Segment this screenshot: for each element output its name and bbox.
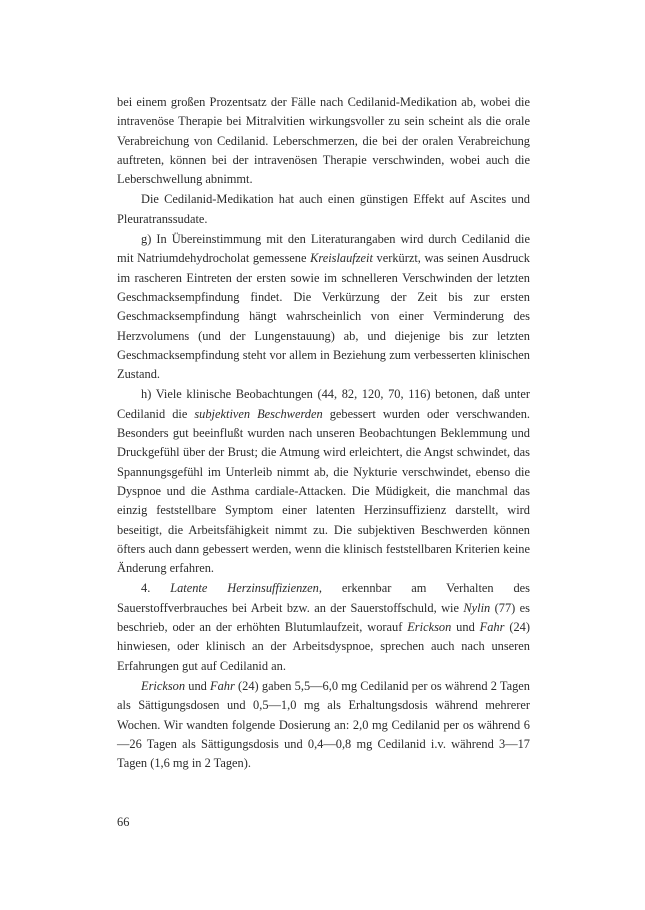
text-run: (24) gaben 5,5—6,0 mg Cedilanid per os während 2 Tagen als Sättigungsdosen und 0,5—1,0 mg als Erhaltungsdosis während mehrerer Wochen. Wir wandten folgende Dosierung an: 2,0 mg Cedilanid per os während 6—26 Tagen als Sättigungsdosis und 0,4—0,8 mg Cedilanid i.v. während 3—17 Tagen (1,6 mg in 2 Tagen). [117, 678, 530, 771]
italic-text: Nylin [463, 600, 491, 615]
text-run: verkürzt, was seinen Ausdruck im rascheren Eintreten der ersten sowie im schnelleren Verschwinden der letzten Geschmacksempfindung findet. Die Verkürzung der Zeit bis zur ersten Geschmacksempfindung hängt wahrscheinlich von einer Verminderung des Herzvolumens (und der Lungenstauung) ab, und diejenige bis zur letzten Geschmacksempfindung steht vor allem in Beziehung zum verbesserten klinischen Zustand. [117, 251, 530, 382]
italic-text: Fahr [479, 620, 505, 635]
italic-text: Latente Herzinsuffizienzen, [170, 581, 322, 596]
text-run: gebessert wurden oder verschwanden. Besonders gut beeinflußt wurden nach unseren Beobachtungen Beklemmung und Druckgefühl über der Brust; die Atmung wird erleichtert, die Angst schwindet, das Spannungsgefühl im Unterleib nimmt ab, die Nykturie verschwindet, ebenso die Dyspnoe und die Asthma cardiale-Attacken. Die Müdigkeit, die manchmal das einzig feststellbare Symptom einer latenten Herzinsuffizienz darstellt, wird beseitigt, die Arbeitsfähigkeit nimmt zu. Die subjektiven Beschwerden können öfters auch dann gebessert werden, wenn die klinisch feststellbaren Kriterien keine Änderung erfahren. [117, 406, 531, 576]
italic-text: subjektiven Beschwerden [194, 406, 323, 421]
text-run: 4. [141, 581, 171, 596]
paragraph [117, 677, 530, 773]
text-run: g) In Übereinstimmung mit den Literaturangaben wird durch Cedilanid die mit Natriumdehydrocholat gemessene [117, 232, 530, 266]
text-run: h) Viele klinische Beobachtungen (44, 82, 120, 70, 116) betonen, daß unter Cedilanid die [117, 387, 530, 421]
text-run: (77) es beschrieb, oder an der erhöhten Blutumlaufzeit, worauf [117, 600, 530, 635]
text-run: und [451, 620, 480, 635]
paragraph [117, 385, 530, 578]
paragraph [117, 579, 530, 675]
paragraph [117, 190, 530, 229]
page-number: 66 [117, 815, 130, 829]
text-run: Die Cedilanid-Medikation hat auch einen günstigen Effekt auf Ascites und Pleuratranssudate. [117, 192, 530, 226]
italic-text: Fahr [210, 678, 235, 693]
paragraph [117, 230, 530, 384]
text-run: erkennbar am Verhalten des Sauerstoffverbrauches bei Arbeit bzw. an der Sauerstoffschuld, wie [117, 581, 531, 615]
text-run: bei einem großen Prozentsatz der Fälle nach Cedilanid-Medikation ab, wobei die intravenöse Therapie bei Mitralvitien wirkungsvoller zu sein scheint als die orale Verabreichung von Cedilanid. Leberschmerzen, die bei der oralen Verabreichung auftreten, können bei der intravenösen Therapie verschwinden, wobei auch die Leberschwellung abnimmt. [117, 95, 530, 187]
italic-text: Kreislaufzeit [310, 251, 373, 266]
text-run: und [185, 678, 211, 693]
page-body [117, 93, 530, 774]
text-run: (24) hinwiesen, oder klinisch an der Arbeitsdyspnoe, sprechen auch nach unseren Erfahrungen gut auf Cedilanid an. [117, 620, 530, 673]
paragraph [117, 93, 530, 189]
italic-text: Erickson [141, 678, 186, 693]
italic-text: Erickson [407, 620, 452, 635]
